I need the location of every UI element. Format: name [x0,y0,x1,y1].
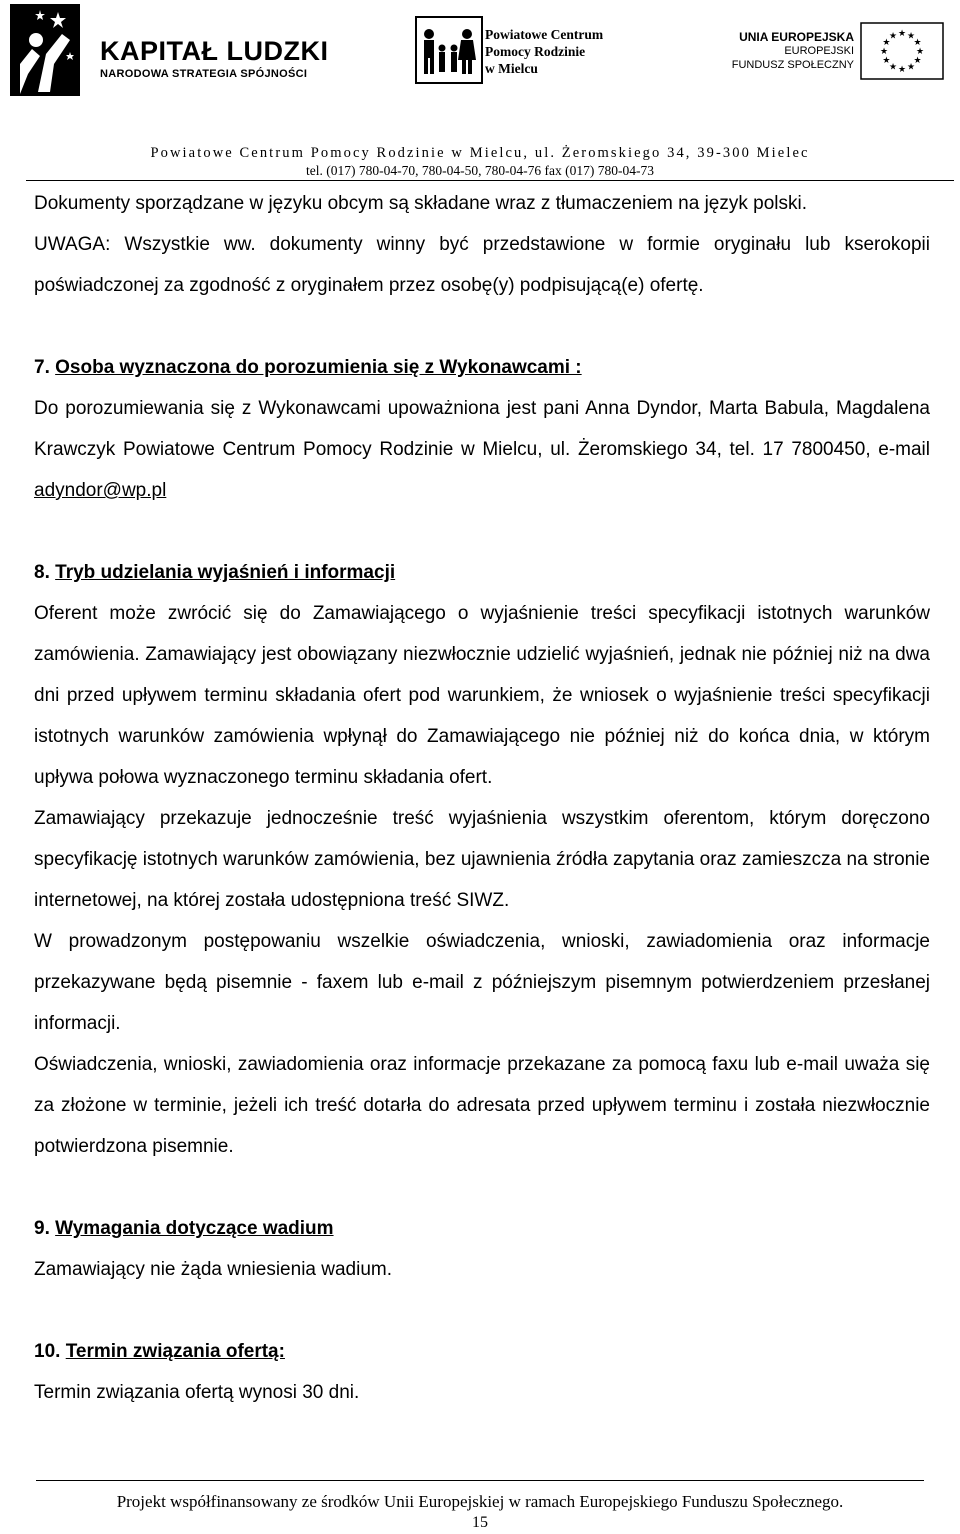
pcpr-name-line-2: Pomocy Rodzinie [485,44,586,59]
section-8-title: Tryb udzielania wyjaśnień i informacji [55,562,396,583]
section-8-paragraph-4: Oświadczenia, wnioski, zawiadomienia oraz informacje przekazane za pomocą faxu lub e-mail uważa się za złożone w terminie, jeżeli ich treść dotarła do adresata przed upływem terminu i została niezwłocznie potwierdzona pisemnie. [34,1054,930,1157]
kapital-ludzki-subtitle: NARODOWA STRATEGIA SPÓJNOŚCI [100,68,308,80]
section-7-number: 7. [34,357,50,378]
header-address: Powiatowe Centrum Pomocy Rodzinie w Mielcu, ul. Żeromskiego 34, 39-300 Mielec [150,145,810,161]
eu-star-icon: ★ [879,47,889,57]
header-divider [26,180,954,181]
footer-divider [36,1480,924,1481]
eu-star-icon: ★ [913,38,922,48]
section-9-number: 9. [34,1218,50,1239]
document-body [34,183,930,1413]
pcpr-name-line-1: Powiatowe Centrum [485,27,604,42]
pcpr-name-line-3: w Mielcu [485,61,538,76]
section-8-heading [34,552,930,593]
spacer [34,1167,930,1208]
section-8-paragraph-3: W prowadzonym postępowaniu wszelkie oświadczenia, wnioski, zawiadomienia oraz informacje przekazywane będą pisemnie - faxem lub e-mail z późniejszym pisemnym potwierdzeniem przesłanej informacji. [34,931,930,1034]
logo-bar [0,0,960,112]
contact-email-link[interactable]: adyndor@wp.pl [34,480,167,501]
eu-star-icon: ★ [882,56,891,66]
uwaga-note: UWAGA: Wszystkie ww. dokumenty winny być przedstawione w formie oryginału lub kserokopii poświadczonej za zgodność z oryginałem przez osobę(y) podpisującą(e) ofertę. [34,234,930,296]
section-8-paragraph-1: Oferent może zwrócić się do Zamawiającego o wyjaśnienie treści specyfikacji istotnych warunków zamówienia. Zamawiający jest obowiązany niezwłocznie udzielić wyjaśnień, jednak nie później niż na dwa dni przed upływem terminu składania ofert pod warunkiem, że wniosek o wyjaśnienie treści specyfikacji istotnych warunków zamówienia wpłynął do Zamawiającego nie później niż do końca dnia, w którym upływa połowa wyznaczonego terminu składania ofert. [34,603,930,788]
eu-star-icon: ★ [888,31,898,42]
section-8-paragraph-2: Zamawiający przekazuje jednocześnie treść wyjaśnienia wszystkim oferentom, którym doręczono specyfikację istotnych warunków zamówienia, bez ujawnienia źródła zapytania oraz zamieszcza na stronie internetowej, na której została udostępniona treść SIWZ. [34,808,930,911]
kapital-ludzki-title: KAPITAŁ LUDZKI [100,36,329,66]
ue-line-1: UNIA EUROPEJSKA [739,30,854,44]
section-10-number: 10. [34,1341,61,1362]
eu-star-icon: ★ [882,38,891,48]
kapital-ludzki-logo [10,4,329,98]
kapital-ludzki-mark-icon [10,4,80,96]
section-10-text: Termin związania ofertą wynosi 30 dni. [34,1382,360,1403]
ue-efs-logo [720,20,955,95]
ue-efs-text [720,30,854,72]
section-10-title: Termin związania ofertą: [65,1341,285,1362]
spacer [34,306,930,347]
eu-star-icon: ★ [906,31,916,42]
eu-star-icon: ★ [888,62,898,73]
footer-cofinancing-note: Projekt współfinansowany ze środków Unii Europejskiej w ramach Europejskiego Funduszu Społecznego. [116,1492,844,1511]
section-7-heading [34,347,930,388]
section-8-number: 8. [34,562,50,583]
page-number: 15 [472,1514,488,1531]
ue-line-2: EUROPEJSKI [784,45,854,57]
eu-star-icon: ★ [897,29,907,39]
spacer [34,1290,930,1331]
section-7-title: Osoba wyznaczona do porozumienia się z Wykonawcami : [55,357,582,378]
header-phones: tel. (017) 780-04-70, 780-04-50, 780-04-76 fax (017) 780-04-73 [306,163,654,178]
section-7-text [34,388,930,511]
eu-star-icon: ★ [913,56,922,66]
eu-star-icon: ★ [915,47,925,57]
section-7-body: Do porozumiewania się z Wykonawcami upoważniona jest pani Anna Dyndor, Marta Babula, Magdalena Krawczyk Powiatowe Centrum Pomocy Rodzinie w Mielcu, ul. Żeromskiego 34, tel. 17 7800450, e-mail [34,398,930,460]
section-10-heading [34,1331,930,1372]
eu-flag-icon [860,22,944,80]
section-9-heading [34,1208,930,1249]
pcpr-logo [415,16,635,96]
section-9-text: Zamawiający nie żąda wniesienia wadium. [34,1259,393,1280]
family-icon [415,16,483,84]
pcpr-name [485,26,603,77]
ue-line-3: FUNDUSZ SPOŁECZNY [731,59,854,71]
spacer [34,511,930,552]
section-9-title: Wymagania dotyczące wadium [55,1218,334,1239]
eu-star-icon: ★ [897,65,907,75]
eu-star-icon: ★ [906,62,916,73]
translation-note: Dokumenty sporządzane w języku obcym są składane wraz z tłumaczeniem na język polski. [34,193,807,214]
